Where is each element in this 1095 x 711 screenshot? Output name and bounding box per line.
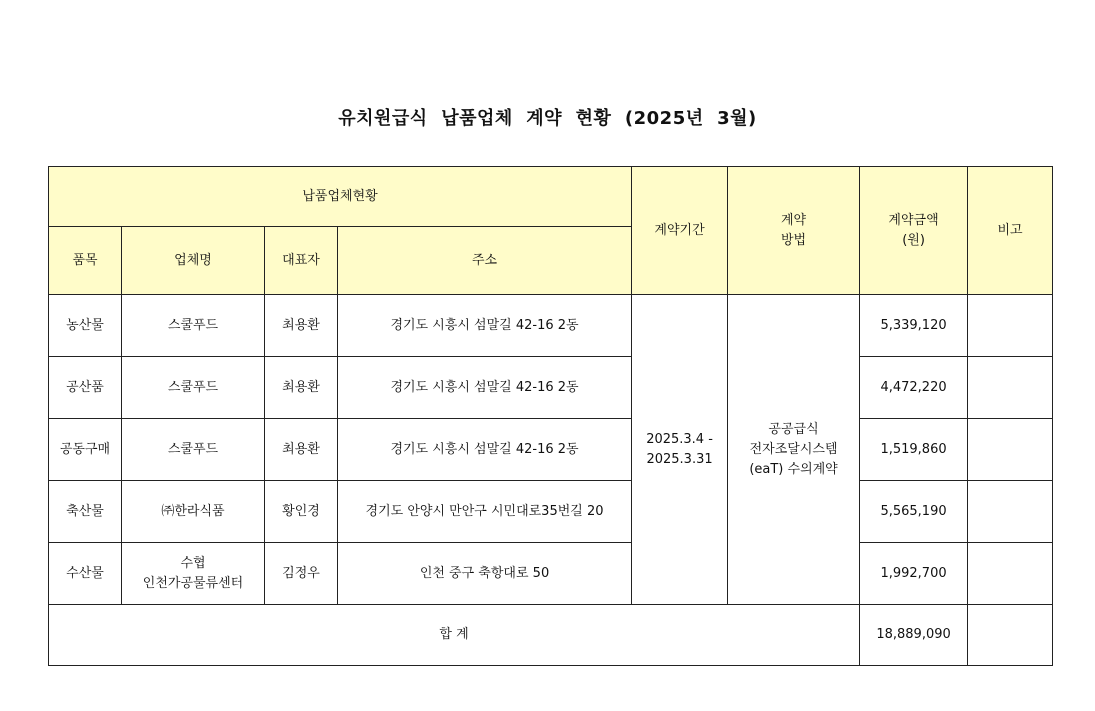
header-contract-method: 계약 방법 [728,167,860,295]
total-amount: 18,889,090 [860,605,968,666]
cell-ceo: 최용환 [265,357,338,419]
cell-amount: 4,472,220 [860,357,968,419]
cell-item: 공동구매 [49,419,122,481]
cell-company: 스쿨푸드 [122,295,265,357]
cell-company: 스쿨푸드 [122,357,265,419]
cell-address: 경기도 안양시 만안구 시민대로35번길 20 [338,481,632,543]
table-row [49,419,1053,481]
cell-note [968,481,1053,543]
cell-note [968,295,1053,357]
table-row [49,357,1053,419]
cell-ceo: 김정우 [265,543,338,605]
header-company: 업체명 [122,227,265,295]
cell-ceo: 최용환 [265,419,338,481]
header-ceo: 대표자 [265,227,338,295]
header-vendor-status: 납품업체현황 [49,167,632,227]
cell-note [968,419,1053,481]
cell-item: 수산물 [49,543,122,605]
total-note [968,605,1053,666]
cell-company: 수협 인천가공물류센터 [122,543,265,605]
cell-address: 경기도 시흥시 섬말길 42-16 2동 [338,357,632,419]
cell-amount: 5,565,190 [860,481,968,543]
cell-item: 공산품 [49,357,122,419]
cell-company: 스쿨푸드 [122,419,265,481]
cell-company: ㈜한라식품 [122,481,265,543]
header-address: 주소 [338,227,632,295]
cell-item: 축산물 [49,481,122,543]
total-label: 합 계 [49,605,860,666]
cell-address: 인천 중구 축항대로 50 [338,543,632,605]
cell-address: 경기도 시흥시 섬말길 42-16 2동 [338,295,632,357]
cell-amount: 1,519,860 [860,419,968,481]
cell-ceo: 최용환 [265,295,338,357]
page-title: 유치원급식 납품업체 계약 현황 (2025년 3월) [338,108,757,129]
cell-note [968,543,1053,605]
table-row [49,481,1053,543]
header-contract-period: 계약기간 [632,167,728,295]
cell-contract-method: 공공급식 전자조달시스템 (eaT) 수의계약 [728,295,860,605]
cell-amount: 5,339,120 [860,295,968,357]
header-contract-amount: 계약금액 (원) [860,167,968,295]
contract-table [48,166,1053,666]
table-row [49,295,1053,357]
header-note: 비고 [968,167,1053,295]
total-row [49,605,1053,666]
cell-note [968,357,1053,419]
cell-address: 경기도 시흥시 섬말길 42-16 2동 [338,419,632,481]
cell-amount: 1,992,700 [860,543,968,605]
cell-item: 농산물 [49,295,122,357]
cell-ceo: 황인경 [265,481,338,543]
table-row [49,543,1053,605]
cell-contract-period: 2025.3.4 - 2025.3.31 [632,295,728,605]
header-item: 품목 [49,227,122,295]
